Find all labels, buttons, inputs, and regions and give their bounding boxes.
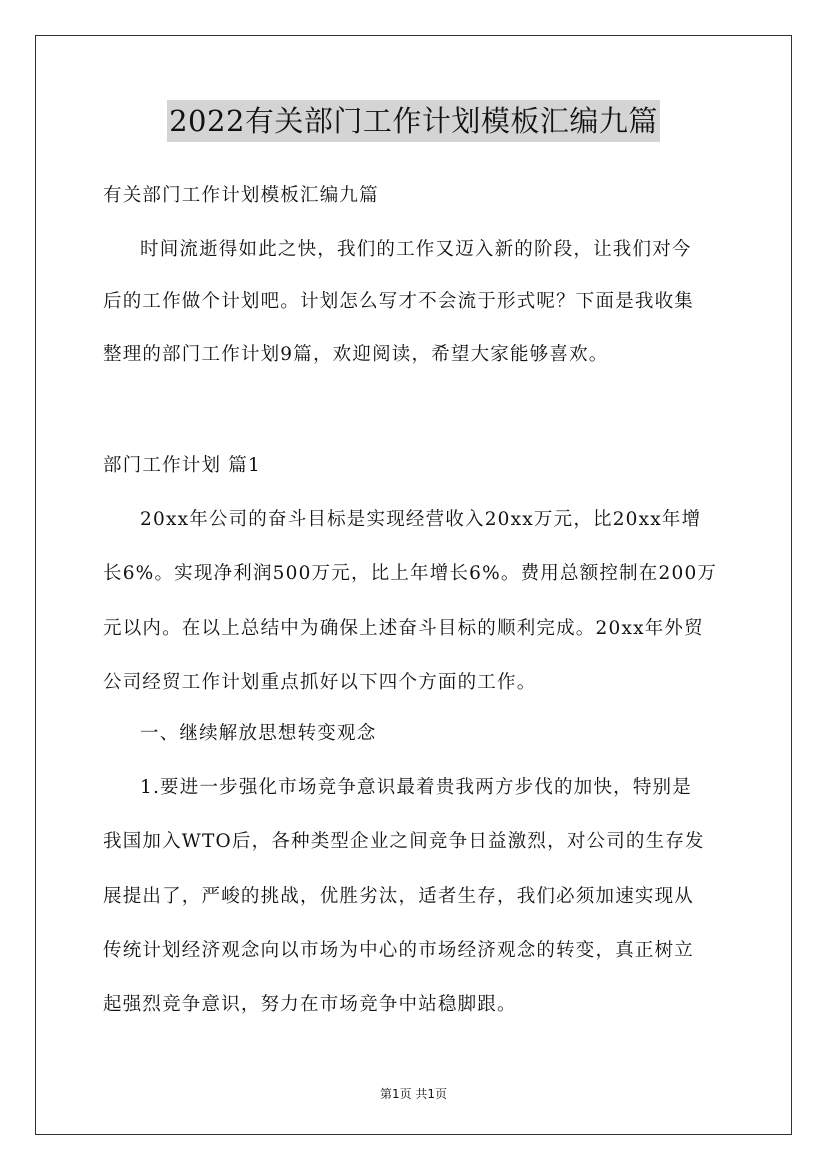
section-heading: 部门工作计划 篇1 [103, 455, 261, 476]
document-subtitle: 有关部门工作计划模板汇编九篇 [103, 185, 379, 206]
page-footer: 第1页 共1页 [379, 1087, 448, 1101]
paragraph-line: 公司经贸工作计划重点抓好以下四个方面的工作。 [103, 672, 537, 693]
paragraph-line: 起强烈竞争意识，努力在市场竞争中站稳脚跟。 [103, 994, 517, 1015]
paragraph-line: 传统计划经济观念向以市场为中心的市场经济观念的转变，真正树立 [103, 940, 695, 961]
intro-line: 时间流逝得如此之快，我们的工作又迈入新的阶段，让我们对今 [140, 239, 692, 260]
intro-line: 后的工作做个计划吧。计划怎么写才不会流于形式呢？下面是我收集 [103, 291, 695, 312]
paragraph-line: 我国加入WTO后，各种类型企业之间竞争日益激烈，对公司的生存发 [103, 831, 705, 852]
paragraph-line: 1.要进一步强化市场竞争意识最着贵我两方步伐的加快，特别是 [140, 777, 692, 798]
paragraph-line: 长6%。实现净利润500万元，比上年增长6%。费用总额控制在200万 [103, 563, 718, 584]
paragraph-line: 元以内。在以上总结中为确保上述奋斗目标的顺利完成。20xx年外贸 [103, 618, 704, 639]
document-title: 2022有关部门工作计划模板汇编九篇 [167, 100, 660, 142]
intro-line: 整理的部门工作计划9篇，欢迎阅读，希望大家能够喜欢。 [103, 344, 609, 365]
paragraph-line: 20xx年公司的奋斗目标是实现经营收入20xx万元，比20xx年增 [140, 509, 702, 530]
title-container [0, 100, 827, 142]
paragraph-line: 展提出了，严峻的挑战，优胜劣汰，适者生存，我们必须加速实现从 [103, 886, 695, 907]
subheading: 一、继续解放思想转变观念 [140, 723, 377, 744]
